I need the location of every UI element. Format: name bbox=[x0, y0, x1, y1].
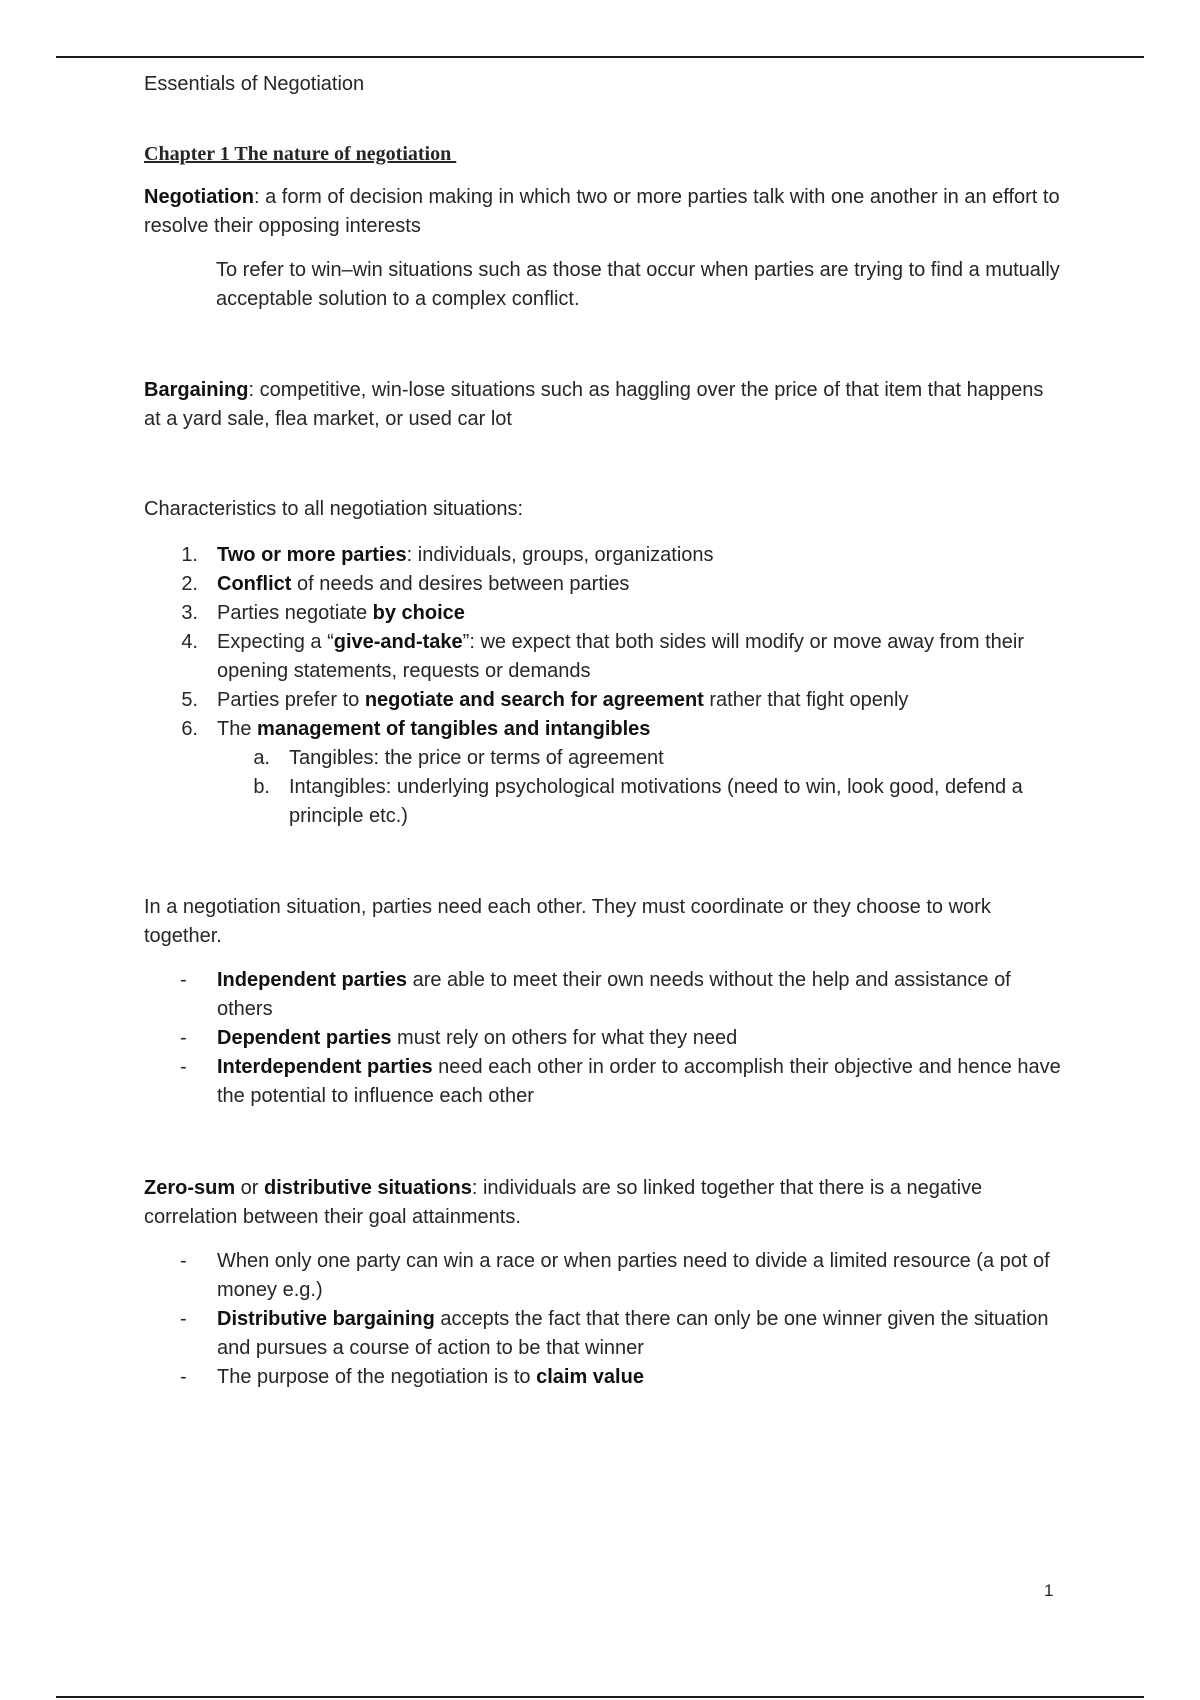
list-item bbox=[144, 1305, 1064, 1363]
item-text: : individuals, groups, organizations bbox=[406, 544, 714, 566]
list-item bbox=[144, 1363, 1064, 1392]
document-page bbox=[144, 70, 1064, 1392]
item-text: must rely on others for what they need bbox=[391, 1027, 738, 1049]
list-item bbox=[144, 541, 1064, 570]
item-text: Intangibles: underlying psychological motivations (need to win, look good, defend a principle etc.) bbox=[289, 776, 1023, 827]
item-bold: Dependent parties bbox=[217, 1027, 392, 1049]
zero-sum-definition-text: : individuals are so linked together that there is a negative correlation between their goal attainments. bbox=[144, 1177, 983, 1228]
item-text: The bbox=[217, 718, 258, 740]
list-item bbox=[144, 1053, 1064, 1111]
term-zero-sum: Zero-sum bbox=[144, 1177, 236, 1199]
characteristics-intro: Characteristics to all negotiation situations: bbox=[144, 498, 524, 520]
list-item bbox=[144, 1247, 1064, 1305]
item-text: need each other in order to accomplish their objective and hence have the potential to influence each other bbox=[217, 1056, 1061, 1107]
bargaining-definition-text: : competitive, win-lose situations such as haggling over the price of that item that happens at a yard sale, flea market, or used car lot bbox=[144, 379, 1044, 430]
dash-marker: - bbox=[180, 1027, 187, 1049]
term-distributive: distributive situations bbox=[264, 1177, 472, 1199]
list-item bbox=[144, 966, 1064, 1024]
item-bold: Interdependent parties bbox=[217, 1056, 433, 1078]
dash-marker: - bbox=[180, 1056, 187, 1078]
item-bold: management of tangibles and intangibles bbox=[257, 718, 651, 740]
item-bold: Conflict bbox=[217, 573, 292, 595]
item-text: The purpose of the negotiation is to bbox=[217, 1366, 537, 1388]
item-text: Expecting a “ bbox=[217, 631, 334, 653]
list-number: 4. bbox=[181, 631, 198, 653]
list-number: 2. bbox=[181, 573, 198, 595]
list-item bbox=[144, 1024, 1064, 1053]
connector-text: or bbox=[235, 1177, 265, 1199]
zero-sum-definition bbox=[144, 1174, 1064, 1232]
dash-marker: - bbox=[180, 969, 187, 991]
item-bold: negotiate and search for agreement bbox=[364, 689, 704, 711]
item-text: When only one party can win a race or when parties need to divide a limited resource (a pot of money e.g.) bbox=[217, 1250, 1050, 1301]
term-bargaining: Bargaining bbox=[144, 379, 249, 401]
document-header-title: Essentials of Negotiation bbox=[144, 73, 365, 95]
list-item bbox=[144, 599, 1064, 628]
list-letter: a. bbox=[253, 747, 270, 769]
interdependence-intro: In a negotiation situation, parties need each other. They must coordinate or they choose to work together. bbox=[144, 896, 991, 947]
item-text: rather that fight openly bbox=[703, 689, 909, 711]
list-number: 1. bbox=[181, 544, 198, 566]
page-number: 1 bbox=[1044, 1581, 1054, 1600]
chapter-title: Chapter 1 The nature of negotiation bbox=[144, 143, 457, 165]
item-text: accepts the fact that there can only be one winner given the situation and pursues a course of action to be that winner bbox=[217, 1308, 1049, 1359]
term-negotiation: Negotiation bbox=[144, 186, 254, 208]
list-item bbox=[144, 686, 1064, 715]
negotiation-note: To refer to win–win situations such as those that occur when parties are trying to find a mutually acceptable solution to a complex conflict. bbox=[216, 259, 1060, 310]
list-number: 3. bbox=[181, 602, 198, 624]
negotiation-definition bbox=[144, 183, 1064, 241]
sub-list-item bbox=[144, 773, 1064, 831]
list-letter: b. bbox=[253, 776, 270, 798]
characteristics-list bbox=[144, 541, 1064, 831]
item-text: ”: we expect that both sides will modify or move away from their opening statements, requests or demands bbox=[217, 631, 1024, 682]
list-number: 6. bbox=[181, 718, 198, 740]
item-text: Parties prefer to bbox=[217, 689, 365, 711]
list-item bbox=[144, 570, 1064, 599]
list-item bbox=[144, 628, 1064, 686]
item-text: Parties negotiate bbox=[217, 602, 373, 624]
interdependence-list bbox=[144, 966, 1064, 1111]
negotiation-definition-text: : a form of decision making in which two or more parties talk with one another in an effort to resolve their opposing interests bbox=[144, 186, 1060, 237]
header-rule bbox=[56, 56, 1144, 58]
item-bold: by choice bbox=[372, 602, 465, 624]
item-bold: Two or more parties bbox=[217, 544, 407, 566]
bargaining-definition bbox=[144, 376, 1064, 434]
item-bold: claim value bbox=[536, 1366, 644, 1388]
item-text: Tangibles: the price or terms of agreement bbox=[289, 747, 664, 769]
list-number: 5. bbox=[181, 689, 198, 711]
dash-marker: - bbox=[180, 1308, 187, 1330]
dash-marker: - bbox=[180, 1250, 187, 1272]
item-text: are able to meet their own needs without the help and assistance of others bbox=[217, 969, 1011, 1020]
sub-list-item bbox=[144, 744, 1064, 773]
item-bold: give-and-take bbox=[333, 631, 463, 653]
item-text: of needs and desires between parties bbox=[291, 573, 630, 595]
footer-rule bbox=[56, 1696, 1144, 1698]
list-item bbox=[144, 715, 1064, 744]
zero-sum-list bbox=[144, 1247, 1064, 1392]
dash-marker: - bbox=[180, 1366, 187, 1388]
item-bold: Distributive bargaining bbox=[217, 1308, 435, 1330]
item-bold: Independent parties bbox=[217, 969, 408, 991]
